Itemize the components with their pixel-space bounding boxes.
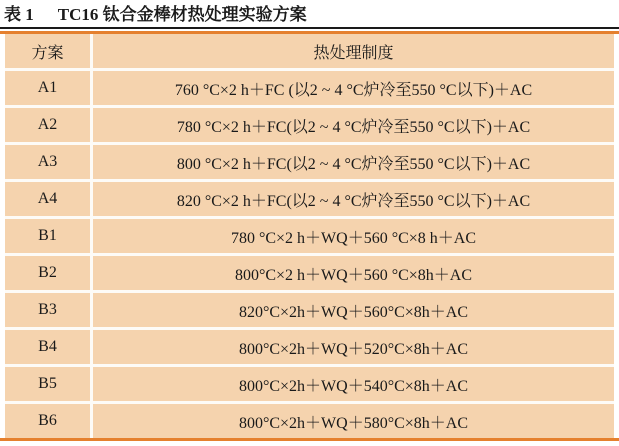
regime-cell: 760 °C×2 h＋FC (以2 ~ 4 °C炉冷至550 °C以下)＋AC bbox=[93, 71, 614, 108]
table-row bbox=[5, 367, 614, 404]
table-row bbox=[5, 182, 614, 219]
regime-cell: 800°C×2 h＋WQ＋560 °C×8h＋AC bbox=[93, 256, 614, 293]
table-row bbox=[5, 293, 614, 330]
table-row bbox=[5, 71, 614, 108]
regime-cell: 780 °C×2 h＋FC(以2 ~ 4 °C炉冷至550 °C以下)＋AC bbox=[93, 108, 614, 145]
heat-treatment-table bbox=[5, 34, 614, 438]
scheme-cell: A4 bbox=[5, 182, 93, 219]
column-header-scheme: 方案 bbox=[5, 34, 93, 71]
heat-treatment-table-container bbox=[0, 31, 619, 441]
table-row bbox=[5, 219, 614, 256]
column-header-regime: 热处理制度 bbox=[93, 34, 614, 71]
scheme-cell: B5 bbox=[5, 367, 93, 404]
scheme-cell: B1 bbox=[5, 219, 93, 256]
caption-underline-rule bbox=[0, 27, 619, 29]
table-caption bbox=[0, 0, 619, 26]
regime-cell: 800°C×2h＋WQ＋540°C×8h＋AC bbox=[93, 367, 614, 404]
scheme-cell: A1 bbox=[5, 71, 93, 108]
table-body bbox=[5, 71, 614, 438]
regime-cell: 820°C×2h＋WQ＋560°C×8h＋AC bbox=[93, 293, 614, 330]
regime-cell: 800°C×2h＋WQ＋580°C×8h＋AC bbox=[93, 404, 614, 438]
table-row bbox=[5, 404, 614, 438]
regime-cell: 800°C×2h＋WQ＋520°C×8h＋AC bbox=[93, 330, 614, 367]
table-title: TC16 钛合金棒材热处理实验方案 bbox=[57, 5, 307, 24]
regime-cell: 800 °C×2 h＋FC(以2 ~ 4 °C炉冷至550 °C以下)＋AC bbox=[93, 145, 614, 182]
scheme-cell: A2 bbox=[5, 108, 93, 145]
table-row bbox=[5, 108, 614, 145]
table-row bbox=[5, 330, 614, 367]
table-row bbox=[5, 256, 614, 293]
table-row bbox=[5, 145, 614, 182]
table-number: 表 1 bbox=[4, 5, 34, 24]
scheme-cell: B6 bbox=[5, 404, 93, 438]
scheme-cell: B3 bbox=[5, 293, 93, 330]
scheme-cell: B2 bbox=[5, 256, 93, 293]
scheme-cell: A3 bbox=[5, 145, 93, 182]
regime-cell: 780 °C×2 h＋WQ＋560 °C×8 h＋AC bbox=[93, 219, 614, 256]
regime-cell: 820 °C×2 h＋FC(以2 ~ 4 °C炉冷至550 °C以下)＋AC bbox=[93, 182, 614, 219]
scheme-cell: B4 bbox=[5, 330, 93, 367]
header-row bbox=[5, 34, 614, 71]
table-header bbox=[5, 34, 614, 71]
